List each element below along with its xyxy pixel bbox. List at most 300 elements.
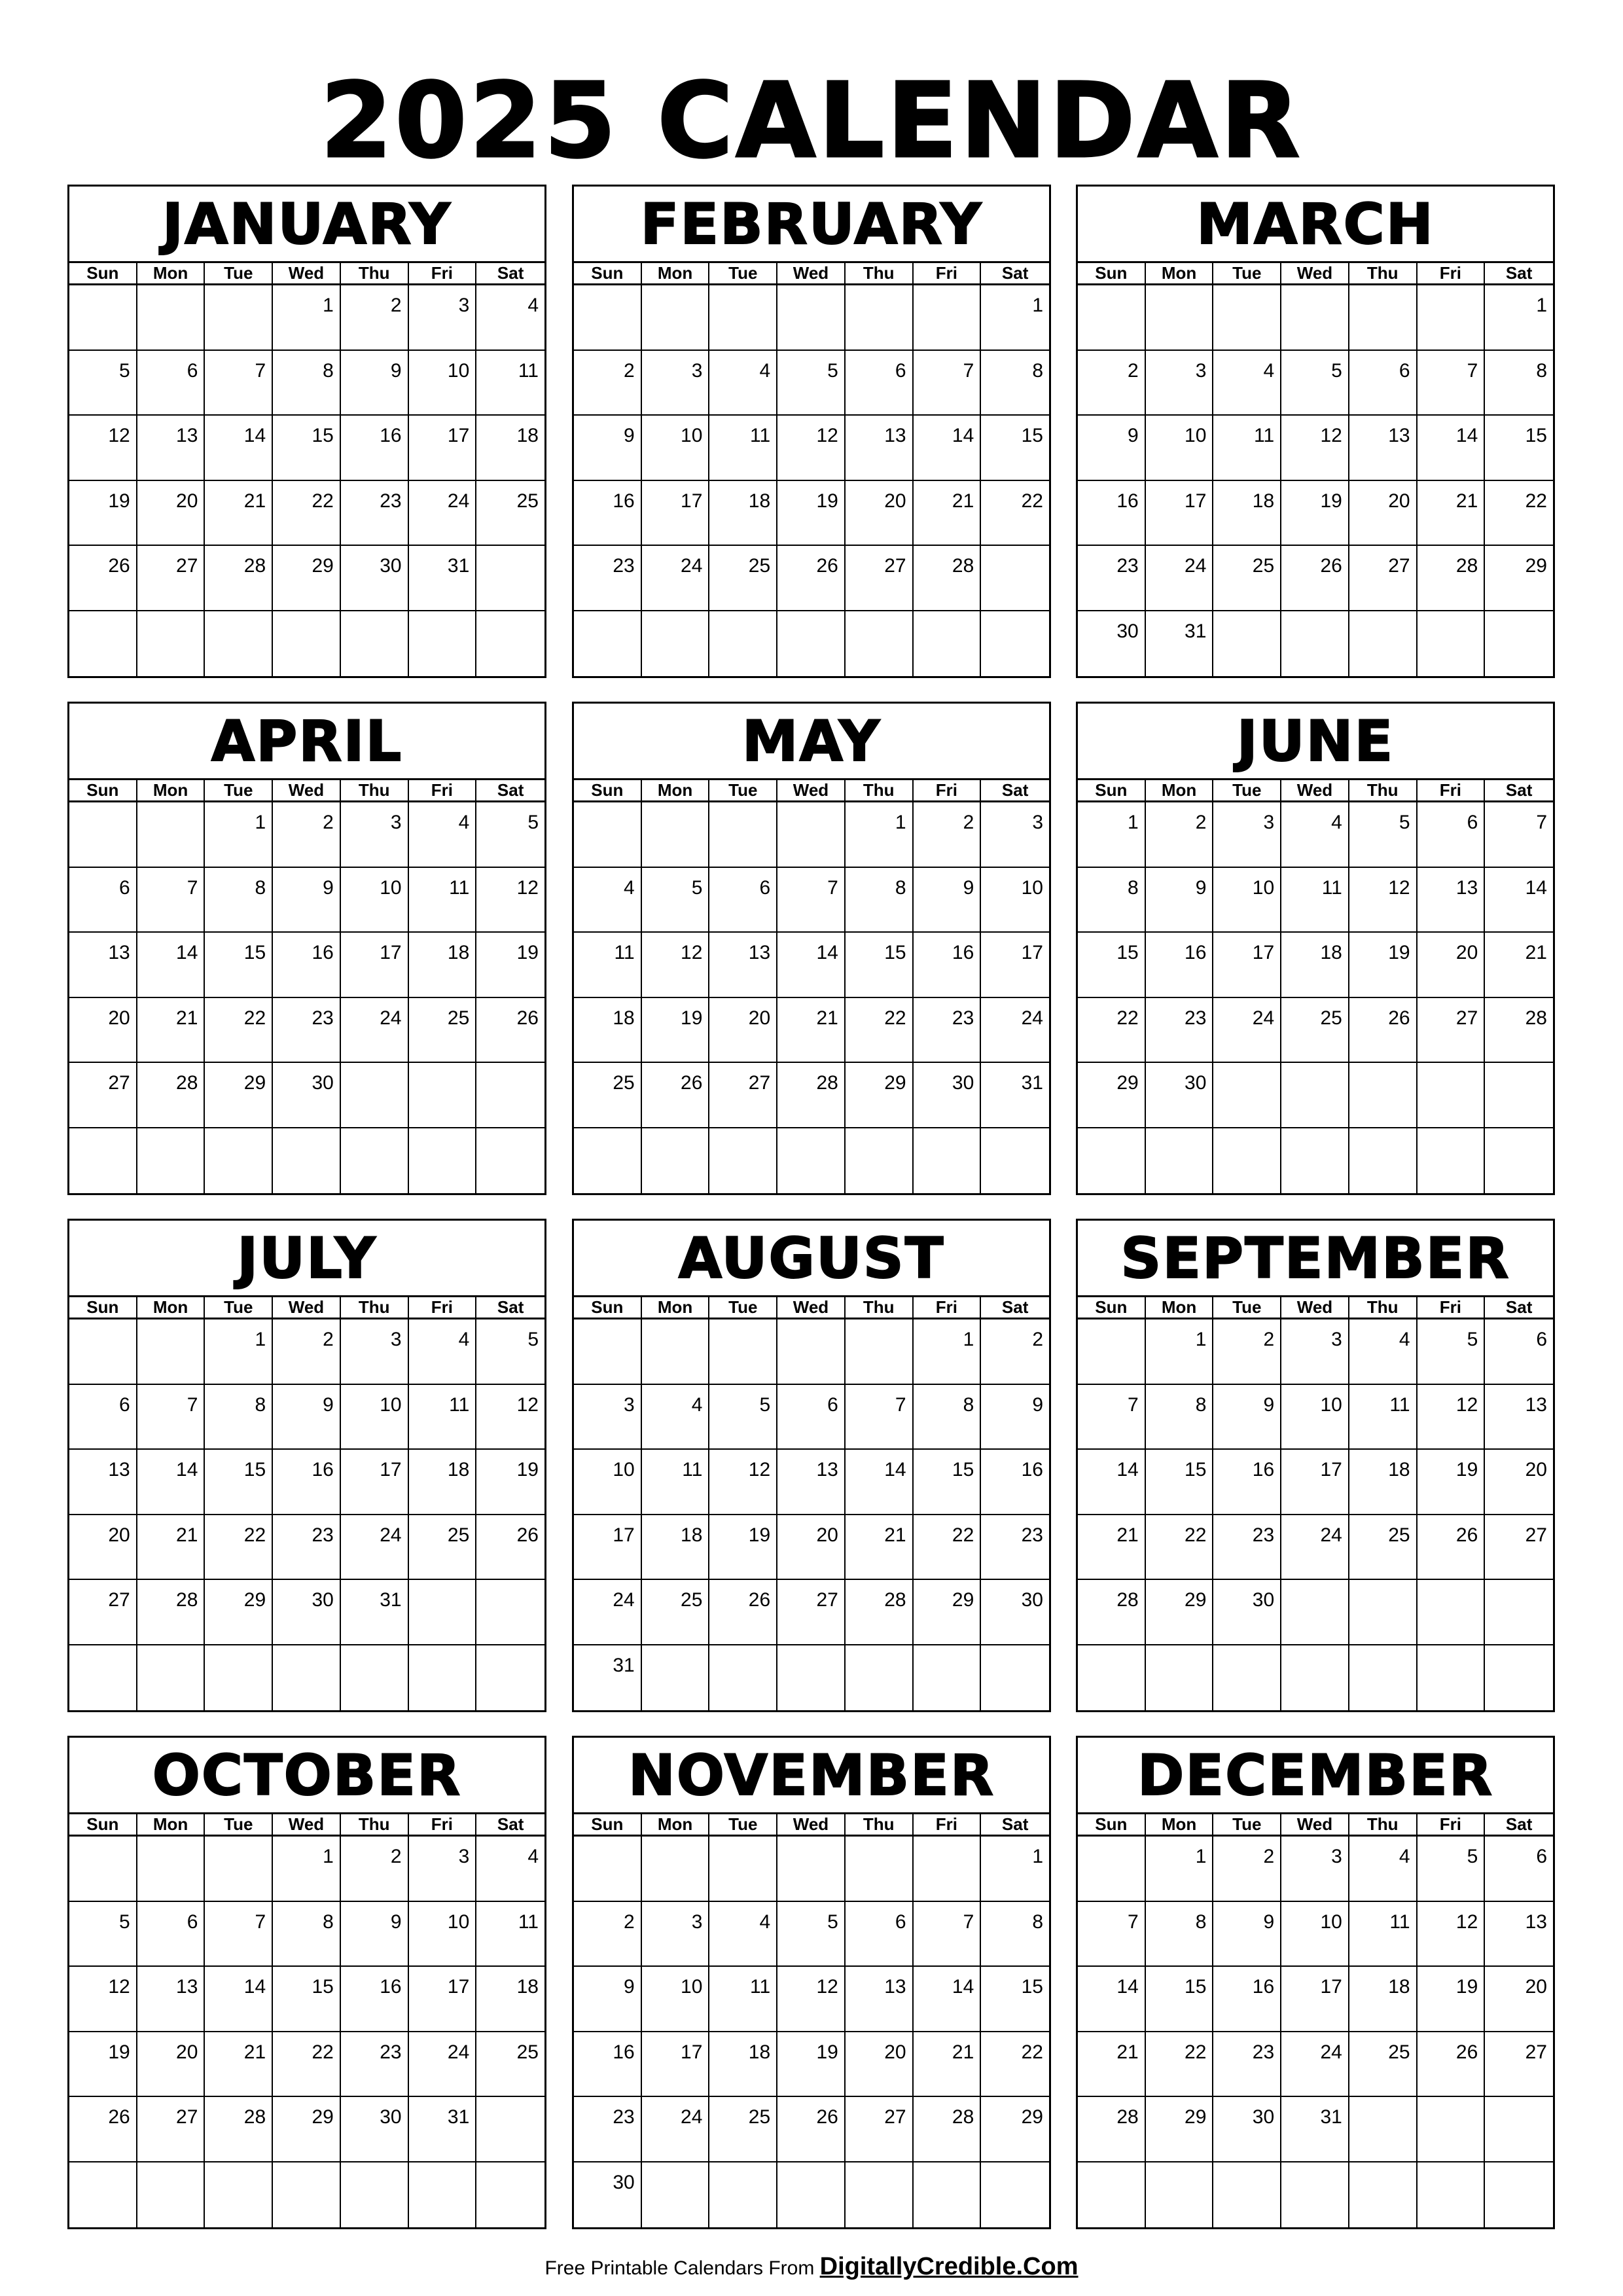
weekday-label: Mon <box>1146 1297 1214 1318</box>
day-cell <box>1213 285 1281 351</box>
day-cell: 17 <box>1146 481 1214 547</box>
day-cell <box>642 1645 710 1711</box>
day-cell <box>642 1837 710 1902</box>
day-cell <box>341 2162 409 2228</box>
day-cell: 2 <box>273 1319 341 1385</box>
day-cell: 3 <box>409 285 477 351</box>
day-cell: 4 <box>409 1319 477 1385</box>
day-cell <box>476 2162 544 2228</box>
month-december <box>1076 1736 1555 2229</box>
day-cell: 20 <box>846 2032 914 2098</box>
day-cell <box>1349 1128 1418 1194</box>
day-cell: 24 <box>1281 2032 1349 2098</box>
day-cell <box>709 1128 777 1194</box>
day-cell: 18 <box>476 1967 544 2032</box>
day-cell: 15 <box>846 933 914 998</box>
day-cell <box>205 285 273 351</box>
day-cell: 19 <box>1281 481 1349 547</box>
day-cell <box>1485 611 1553 677</box>
day-cell: 1 <box>914 1319 982 1385</box>
footer-brand-link[interactable]: DigitallyCredible.Com <box>819 2253 1079 2280</box>
day-cell: 18 <box>1349 1967 1418 2032</box>
weekday-label: Fri <box>1418 263 1486 283</box>
day-cell: 18 <box>574 998 642 1064</box>
month-may <box>572 702 1051 1195</box>
day-cell: 17 <box>1213 933 1281 998</box>
day-cell <box>1418 1645 1486 1711</box>
day-cell: 11 <box>709 416 777 481</box>
weekday-label: Thu <box>846 263 914 283</box>
day-cell: 28 <box>777 1063 846 1128</box>
weekday-label: Sun <box>69 1814 137 1835</box>
day-cell: 28 <box>1485 998 1553 1064</box>
weekday-label: Thu <box>1349 1297 1418 1318</box>
day-cell: 30 <box>981 1580 1049 1645</box>
day-cell <box>1078 1837 1146 1902</box>
day-cell <box>846 2162 914 2228</box>
day-cell <box>1418 611 1486 677</box>
day-cell: 23 <box>341 2032 409 2098</box>
weekday-label: Mon <box>1146 1814 1214 1835</box>
day-cell: 10 <box>981 868 1049 933</box>
weekday-label: Sat <box>1505 1297 1533 1317</box>
day-cell: 22 <box>981 2032 1049 2098</box>
day-cell: 23 <box>574 546 642 611</box>
day-cell <box>1078 2162 1146 2228</box>
day-cell: 6 <box>137 351 205 416</box>
day-cell: 31 <box>1281 2097 1349 2162</box>
day-cell: 28 <box>1078 2097 1146 2162</box>
weekday-label: Sat <box>1001 263 1029 283</box>
day-cell: 30 <box>273 1063 341 1128</box>
day-cell: 2 <box>1146 802 1214 868</box>
day-cell: 24 <box>1213 998 1281 1064</box>
day-cell: 16 <box>273 933 341 998</box>
day-cell: 25 <box>709 2097 777 2162</box>
month-june <box>1076 702 1555 1195</box>
month-name: AUGUST <box>574 1221 1049 1297</box>
day-cell: 1 <box>981 1837 1049 1902</box>
day-cell: 7 <box>205 351 273 416</box>
weekday-label: Sat <box>1505 780 1533 800</box>
day-cell: 23 <box>1146 998 1214 1064</box>
day-cell: 21 <box>914 481 982 547</box>
day-cell: 28 <box>205 546 273 611</box>
day-cell: 29 <box>273 546 341 611</box>
day-cell: 12 <box>709 1450 777 1515</box>
weekday-label: Tue <box>205 780 273 800</box>
weekday-label: Wed <box>1281 263 1349 283</box>
day-cell: 9 <box>1078 416 1146 481</box>
weekday-label: Fri <box>409 263 477 283</box>
weekday-label: Wed <box>273 263 341 283</box>
day-cell: 1 <box>1146 1837 1214 1902</box>
weekday-label: Sun <box>574 1814 642 1835</box>
weekday-header <box>69 1814 544 1837</box>
day-cell <box>1485 1063 1553 1128</box>
day-cell <box>1281 2162 1349 2228</box>
day-cell <box>709 1319 777 1385</box>
day-cell: 16 <box>981 1450 1049 1515</box>
day-cell: 16 <box>914 933 982 998</box>
day-cell: 9 <box>1146 868 1214 933</box>
day-cell: 21 <box>205 481 273 547</box>
day-cell <box>1146 2162 1214 2228</box>
day-cell: 17 <box>1281 1450 1349 1515</box>
day-cell: 25 <box>1281 998 1349 1064</box>
day-cell: 17 <box>574 1515 642 1581</box>
day-cell: 27 <box>1485 1515 1553 1581</box>
weekday-label: Wed <box>1281 1297 1349 1318</box>
weekday-label: Fri <box>409 1814 477 1835</box>
day-cell <box>1485 2097 1553 2162</box>
day-cell: 6 <box>846 1902 914 1967</box>
month-name: SEPTEMBER <box>1078 1221 1553 1297</box>
day-cell <box>914 1128 982 1194</box>
day-cell <box>409 2162 477 2228</box>
weekday-label: Tue <box>709 263 777 283</box>
month-october <box>67 1736 546 2229</box>
day-cell <box>709 2162 777 2228</box>
day-cell <box>574 1837 642 1902</box>
day-cell: 24 <box>642 2097 710 2162</box>
day-cell: 23 <box>1213 1515 1281 1581</box>
day-cell: 5 <box>69 351 137 416</box>
month-january <box>67 185 546 678</box>
day-cell: 27 <box>777 1580 846 1645</box>
day-cell: 5 <box>476 1319 544 1385</box>
day-cell: 19 <box>777 2032 846 2098</box>
day-cell: 25 <box>409 1515 477 1581</box>
day-cell: 11 <box>574 933 642 998</box>
day-cell: 27 <box>1349 546 1418 611</box>
day-cell: 27 <box>69 1580 137 1645</box>
weekday-label: Sun <box>69 780 137 800</box>
day-cell: 29 <box>1146 1580 1214 1645</box>
day-cell: 13 <box>137 1967 205 2032</box>
day-cell: 31 <box>981 1063 1049 1128</box>
day-cell <box>137 2162 205 2228</box>
day-cell: 7 <box>777 868 846 933</box>
footer <box>0 2250 1623 2285</box>
day-cell: 26 <box>777 546 846 611</box>
day-cell <box>777 802 846 868</box>
day-cell: 19 <box>1349 933 1418 998</box>
day-cell: 5 <box>777 1902 846 1967</box>
day-cell: 13 <box>846 1967 914 2032</box>
day-cell: 12 <box>1281 416 1349 481</box>
day-cell <box>1485 1580 1553 1645</box>
day-cell: 14 <box>205 416 273 481</box>
day-cell: 6 <box>709 868 777 933</box>
day-cell <box>1418 1128 1486 1194</box>
day-cell: 24 <box>1146 546 1214 611</box>
day-cell: 8 <box>981 1902 1049 1967</box>
day-cell: 15 <box>1146 1967 1214 2032</box>
weekday-label: Tue <box>709 780 777 800</box>
month-april <box>67 702 546 1195</box>
day-cell: 30 <box>1078 611 1146 677</box>
day-cell: 29 <box>846 1063 914 1128</box>
month-name: JANUARY <box>69 187 544 263</box>
day-cell <box>642 611 710 677</box>
weekday-label: Fri <box>409 780 477 800</box>
day-cell <box>341 1645 409 1711</box>
day-cell: 27 <box>1418 998 1486 1064</box>
day-cell <box>642 802 710 868</box>
weekday-label: Tue <box>709 1814 777 1835</box>
day-cell: 7 <box>205 1902 273 1967</box>
day-cell: 11 <box>476 1902 544 1967</box>
day-grid <box>69 285 544 676</box>
day-cell: 5 <box>777 351 846 416</box>
day-cell: 14 <box>1485 868 1553 933</box>
weekday-label: Sun <box>574 1297 642 1318</box>
day-cell <box>1213 1128 1281 1194</box>
day-cell <box>476 2097 544 2162</box>
day-cell <box>777 2162 846 2228</box>
day-cell <box>1418 2097 1486 2162</box>
day-cell: 8 <box>273 351 341 416</box>
day-cell: 12 <box>476 1385 544 1450</box>
day-cell: 3 <box>981 802 1049 868</box>
weekday-label: Tue <box>709 1297 777 1318</box>
day-cell <box>1418 2162 1486 2228</box>
day-cell: 7 <box>137 868 205 933</box>
day-cell: 18 <box>1281 933 1349 998</box>
day-cell: 9 <box>273 1385 341 1450</box>
day-cell: 29 <box>273 2097 341 2162</box>
day-cell: 16 <box>1213 1967 1281 2032</box>
weekday-label: Mon <box>137 1814 205 1835</box>
day-cell: 18 <box>409 1450 477 1515</box>
day-cell <box>137 1645 205 1711</box>
day-cell: 22 <box>1146 2032 1214 2098</box>
day-cell: 20 <box>1418 933 1486 998</box>
day-cell: 26 <box>476 998 544 1064</box>
day-cell: 10 <box>1281 1902 1349 1967</box>
weekday-label: Mon <box>1146 780 1214 800</box>
day-cell: 22 <box>1146 1515 1214 1581</box>
day-cell <box>777 285 846 351</box>
day-cell: 5 <box>1418 1319 1486 1385</box>
weekday-label: Tue <box>1213 263 1281 283</box>
day-cell: 23 <box>1213 2032 1281 2098</box>
day-cell: 21 <box>1078 1515 1146 1581</box>
day-cell: 16 <box>341 1967 409 2032</box>
day-cell: 27 <box>709 1063 777 1128</box>
day-cell <box>642 1128 710 1194</box>
day-cell: 26 <box>777 2097 846 2162</box>
day-cell: 26 <box>642 1063 710 1128</box>
weekday-header <box>574 1297 1049 1319</box>
day-cell: 22 <box>273 2032 341 2098</box>
day-cell: 7 <box>914 1902 982 1967</box>
day-cell <box>69 802 137 868</box>
weekday-label: Sun <box>1078 263 1146 283</box>
day-cell: 6 <box>777 1385 846 1450</box>
day-cell: 18 <box>709 481 777 547</box>
day-cell: 2 <box>273 802 341 868</box>
weekday-label: Thu <box>341 780 409 800</box>
weekday-label: Sat <box>1001 780 1029 800</box>
day-cell: 29 <box>205 1580 273 1645</box>
weekday-label: Thu <box>846 780 914 800</box>
day-cell: 24 <box>341 1515 409 1581</box>
day-cell <box>273 611 341 677</box>
day-cell: 24 <box>341 998 409 1064</box>
weekday-label: Fri <box>914 263 982 283</box>
day-cell <box>709 285 777 351</box>
day-cell: 14 <box>137 1450 205 1515</box>
day-cell: 11 <box>409 1385 477 1450</box>
day-cell <box>476 1645 544 1711</box>
day-cell: 20 <box>1485 1967 1553 2032</box>
day-cell: 13 <box>1349 416 1418 481</box>
day-cell <box>1485 1128 1553 1194</box>
weekday-header <box>69 1297 544 1319</box>
day-cell: 15 <box>914 1450 982 1515</box>
weekday-label: Sun <box>69 1297 137 1318</box>
day-cell: 15 <box>1485 416 1553 481</box>
day-cell: 3 <box>574 1385 642 1450</box>
day-cell: 25 <box>1349 1515 1418 1581</box>
day-cell: 8 <box>914 1385 982 1450</box>
day-cell <box>1281 1128 1349 1194</box>
weekday-label: Wed <box>273 1297 341 1318</box>
day-cell: 6 <box>69 868 137 933</box>
day-grid <box>574 1319 1049 1710</box>
day-cell: 12 <box>1418 1385 1486 1450</box>
day-grid <box>1078 802 1553 1193</box>
day-cell: 10 <box>409 351 477 416</box>
day-cell: 6 <box>1349 351 1418 416</box>
day-cell <box>574 611 642 677</box>
weekday-label: Tue <box>205 1297 273 1318</box>
day-cell: 3 <box>1146 351 1214 416</box>
day-cell: 8 <box>846 868 914 933</box>
day-cell: 15 <box>981 1967 1049 2032</box>
day-cell <box>914 1645 982 1711</box>
day-cell <box>1213 1063 1281 1128</box>
day-cell: 1 <box>846 802 914 868</box>
day-cell: 2 <box>1213 1837 1281 1902</box>
day-cell: 28 <box>846 1580 914 1645</box>
day-cell <box>409 1063 477 1128</box>
day-cell: 4 <box>1281 802 1349 868</box>
day-cell: 11 <box>642 1450 710 1515</box>
day-cell: 26 <box>69 546 137 611</box>
weekday-label: Sat <box>497 1814 524 1834</box>
day-cell <box>574 802 642 868</box>
day-cell: 29 <box>1146 2097 1214 2162</box>
day-cell: 19 <box>642 998 710 1064</box>
weekday-label: Tue <box>1213 1297 1281 1318</box>
day-cell: 17 <box>1281 1967 1349 2032</box>
day-cell: 1 <box>273 1837 341 1902</box>
weekday-label: Tue <box>1213 780 1281 800</box>
day-cell: 8 <box>1078 868 1146 933</box>
day-cell: 3 <box>409 1837 477 1902</box>
day-cell: 31 <box>574 1645 642 1711</box>
day-cell: 28 <box>1418 546 1486 611</box>
day-cell: 8 <box>273 1902 341 1967</box>
day-cell: 21 <box>1418 481 1486 547</box>
day-cell: 7 <box>1078 1385 1146 1450</box>
day-cell: 28 <box>1078 1580 1146 1645</box>
day-cell: 9 <box>981 1385 1049 1450</box>
day-cell: 15 <box>273 416 341 481</box>
day-cell: 9 <box>273 868 341 933</box>
day-grid <box>574 1837 1049 2227</box>
day-cell: 15 <box>273 1967 341 2032</box>
day-grid <box>574 285 1049 676</box>
day-cell <box>137 1319 205 1385</box>
day-cell <box>476 546 544 611</box>
page-title: 2025 CALENDAR <box>320 61 1303 181</box>
day-cell: 24 <box>642 546 710 611</box>
day-cell: 13 <box>777 1450 846 1515</box>
weekday-label: Sun <box>574 263 642 283</box>
day-cell <box>846 285 914 351</box>
weekday-label: Sun <box>1078 1297 1146 1318</box>
day-cell: 21 <box>846 1515 914 1581</box>
day-cell <box>69 285 137 351</box>
day-cell: 19 <box>69 481 137 547</box>
day-cell <box>205 1837 273 1902</box>
day-cell: 18 <box>709 2032 777 2098</box>
day-cell: 10 <box>1281 1385 1349 1450</box>
day-cell: 23 <box>574 2097 642 2162</box>
day-cell: 15 <box>1146 1450 1214 1515</box>
day-cell: 17 <box>409 1967 477 2032</box>
day-cell: 16 <box>1078 481 1146 547</box>
day-cell: 22 <box>1485 481 1553 547</box>
day-cell: 4 <box>409 802 477 868</box>
day-cell <box>1485 1645 1553 1711</box>
day-cell: 15 <box>205 933 273 998</box>
day-cell <box>777 1128 846 1194</box>
day-cell <box>341 1128 409 1194</box>
day-cell <box>1078 285 1146 351</box>
day-cell: 5 <box>1281 351 1349 416</box>
month-september <box>1076 1219 1555 1712</box>
footer-prefix: Free Printable Calendars From <box>544 2257 815 2279</box>
weekday-label: Tue <box>1213 1814 1281 1835</box>
day-cell: 17 <box>341 933 409 998</box>
day-cell: 21 <box>205 2032 273 2098</box>
day-cell <box>846 1645 914 1711</box>
day-cell: 23 <box>273 998 341 1064</box>
day-cell <box>914 285 982 351</box>
day-cell: 14 <box>1078 1450 1146 1515</box>
day-cell: 13 <box>137 416 205 481</box>
day-cell: 19 <box>1418 1967 1486 2032</box>
day-cell: 19 <box>476 933 544 998</box>
day-cell <box>273 2162 341 2228</box>
month-august <box>572 1219 1051 1712</box>
weekday-label: Thu <box>846 1814 914 1835</box>
day-cell <box>205 2162 273 2228</box>
day-cell <box>709 802 777 868</box>
day-cell: 28 <box>914 546 982 611</box>
day-cell: 4 <box>709 351 777 416</box>
weekday-label: Mon <box>137 263 205 283</box>
day-cell: 11 <box>1349 1385 1418 1450</box>
day-cell: 26 <box>1349 998 1418 1064</box>
day-cell <box>777 611 846 677</box>
day-cell: 20 <box>1485 1450 1553 1515</box>
